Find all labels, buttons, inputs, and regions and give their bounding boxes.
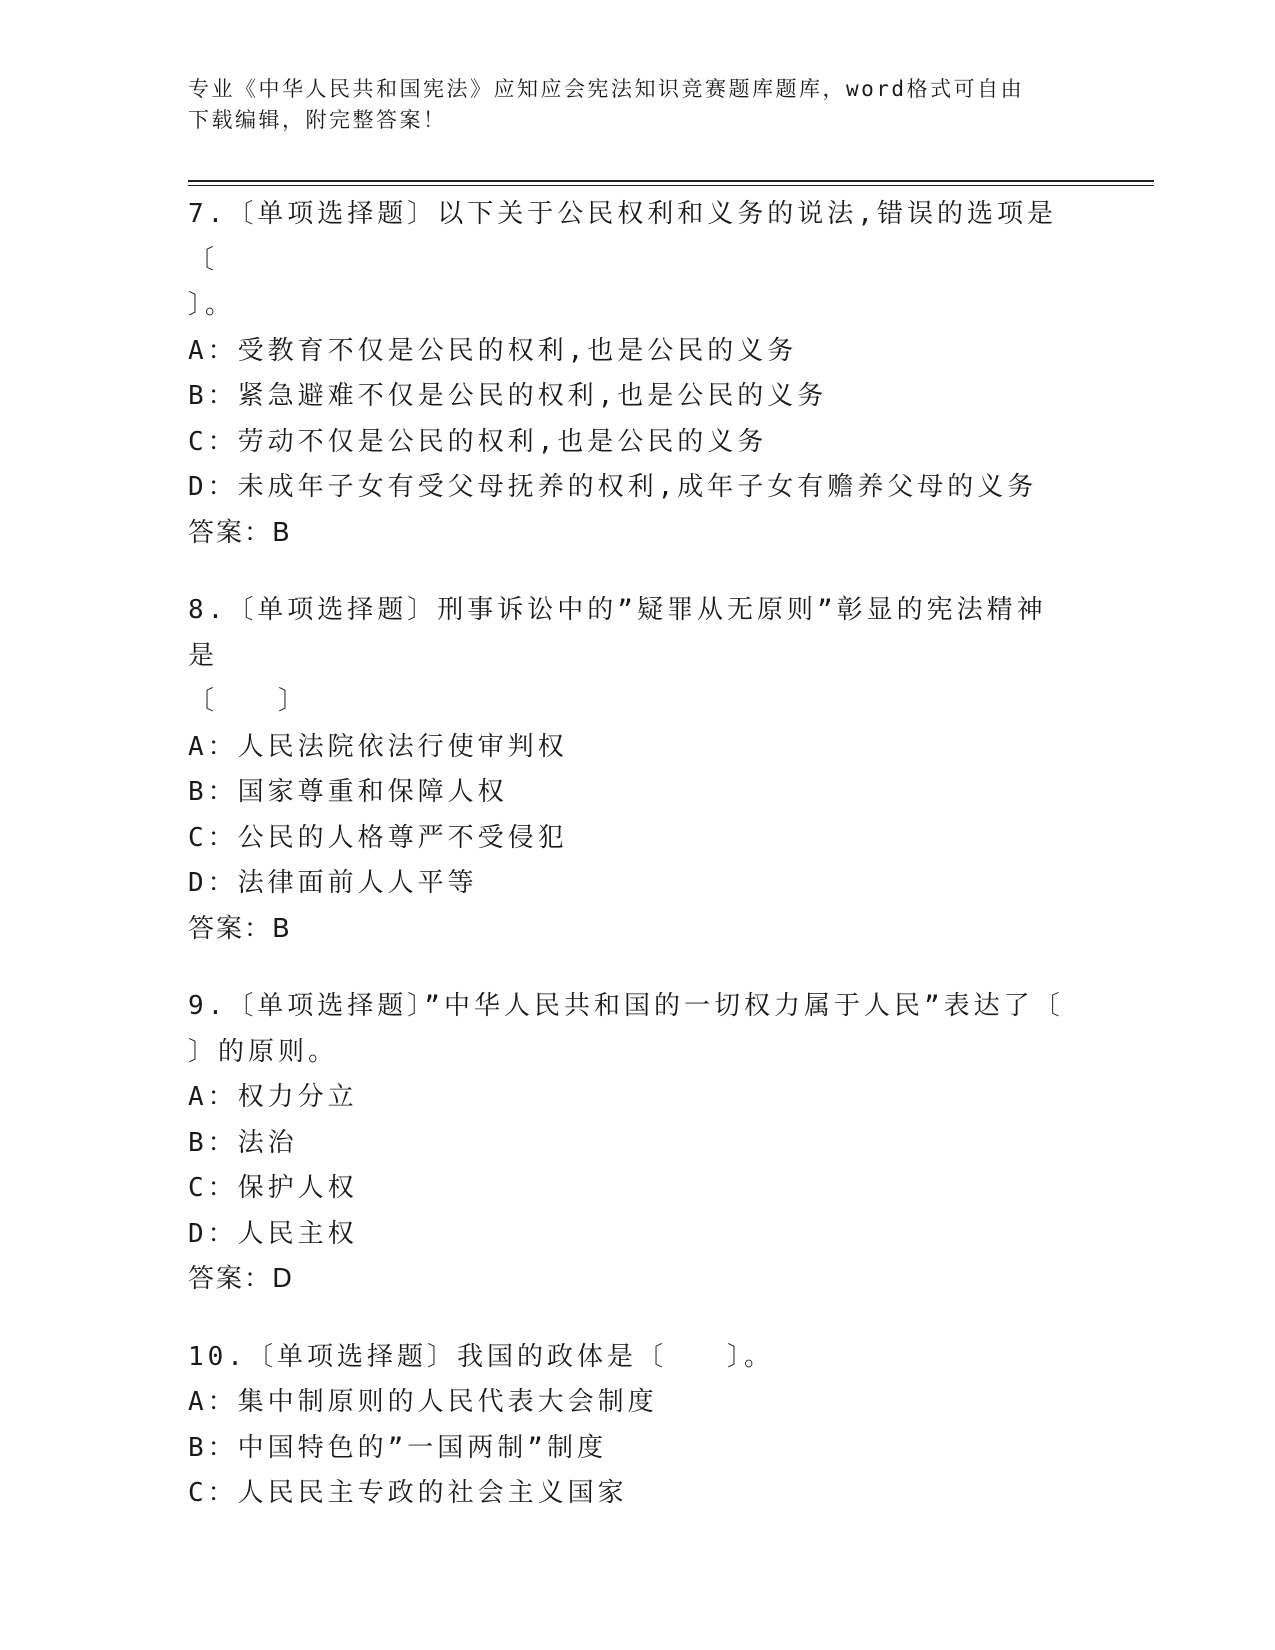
header-line-2: 下载编辑，附完整答案！ [188,108,447,132]
option-c: C：保护人权 [188,1173,358,1203]
option-b: B：国家尊重和保障人权 [188,777,508,807]
option-c: C：劳动不仅是公民的权利,也是公民的义务 [188,426,768,457]
question-stem: 9.〔单项选择题〕”中华人民共和国的一切权力属于人民”表达了〔 [188,991,1064,1021]
option-a: A：权力分立 [188,1082,358,1112]
option-d: D：未成年子女有受父母抚养的权利,成年子女有赡养父母的义务 [188,472,1038,502]
option-c: C：公民的人格尊严不受侵犯 [188,822,568,853]
option-b: B：法治 [188,1127,298,1158]
header-divider-thick [188,180,1154,182]
question-list [188,192,1068,1549]
question-8 [188,588,1068,952]
question-stem-continued: 〕。 [188,290,236,320]
header-divider-thin [188,185,1154,186]
option-b: B：紧急避难不仅是公民的权利,也是公民的义务 [188,381,828,411]
option-a: A：人民法院依法行使审判权 [188,731,568,762]
question-9 [188,984,1068,1303]
option-a: A：集中制原则的人民代表大会制度 [188,1387,658,1417]
question-stem: 10.〔单项选择题〕我国的政体是〔 〕。 [188,1341,774,1372]
question-10 [188,1335,1068,1517]
question-stem-continued: 〔 〕 [188,686,309,716]
option-b: B：中国特色的”一国两制”制度 [188,1432,607,1463]
header-line-1: 专业《中华人民共和国宪法》应知应会宪法知识竞赛题库题库，word格式可自由 [188,77,1025,101]
document-header [188,74,1088,136]
option-c: C：人民民主专政的社会主义国家 [188,1478,628,1508]
option-a: A：受教育不仅是公民的权利,也是公民的义务 [188,335,798,366]
question-stem: 7.〔单项选择题〕以下关于公民权利和义务的说法,错误的选项是〔 [188,199,1057,275]
option-d: D：法律面前人人平等 [188,868,478,898]
question-stem: 8.〔单项选择题〕刑事诉讼中的”疑罪从无原则”彰显的宪法精神是 [188,595,1047,671]
question-7 [188,192,1068,556]
option-d: D：人民主权 [188,1218,358,1249]
answer: 答案：D [188,1264,295,1294]
answer: 答案：B [188,913,292,944]
question-stem-continued: 〕的原则。 [188,1036,339,1067]
answer: 答案：B [188,517,292,548]
